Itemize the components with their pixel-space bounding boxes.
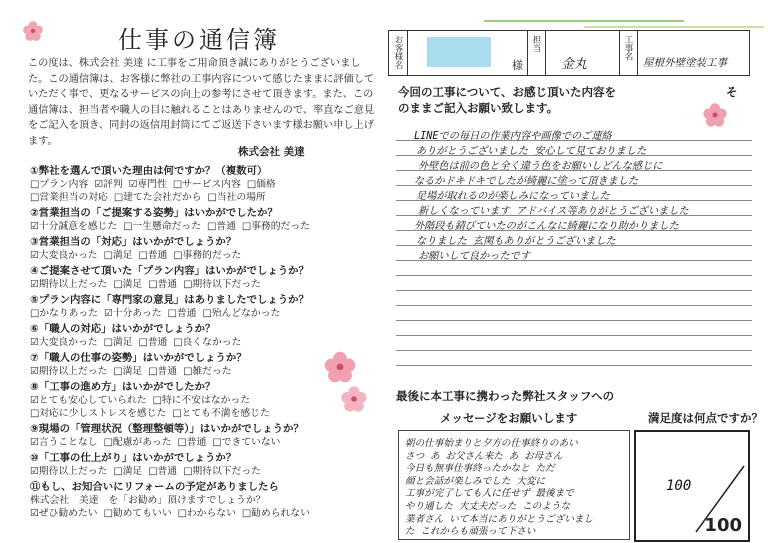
question-options <box>30 434 286 448</box>
option-checkbox[interactable]: □価格 <box>246 179 276 190</box>
satisfaction-title: 満足度は何点ですか？ <box>648 411 763 425</box>
option-checkbox[interactable]: □勧められない <box>241 508 310 519</box>
comment-text: なるかドキドキでしたが綺麗に塗って頂きました <box>414 176 639 187</box>
page-title: 仕事の通信簿 <box>118 26 280 54</box>
option-checkbox[interactable]: □普通 <box>148 466 178 477</box>
option-checkbox[interactable]: □普通 <box>207 221 236 232</box>
redacted-name <box>427 37 491 67</box>
header-table <box>388 30 750 76</box>
staff-question-line2: メッセージをお願いします <box>440 411 578 425</box>
option-checkbox[interactable]: □普通 <box>177 437 207 448</box>
customer-name-cell <box>407 31 528 75</box>
cherry-blossom-icon <box>323 350 357 384</box>
question-label: ③営業担当の「対応」はいかがでしょうか？ <box>30 236 237 248</box>
option-checkbox[interactable]: ☑期待以上だった <box>30 279 108 290</box>
option-checkbox[interactable]: □満足 <box>103 337 133 348</box>
option-checkbox[interactable]: □勧めてもいい <box>103 508 172 519</box>
staff-message-text: 今日も無事仕事終ったかなと ただ <box>405 463 555 475</box>
cherry-blossom-icon <box>702 102 728 128</box>
staff-name: 金丸 <box>561 57 588 72</box>
question-label: ①弊社を選んで頂いた理由は何ですか？（複数可） <box>30 165 268 177</box>
option-checkbox[interactable]: □配慮があった <box>103 437 172 448</box>
option-checkbox[interactable]: □雑だった <box>183 366 232 377</box>
option-checkbox[interactable]: □満足 <box>113 466 143 477</box>
cherry-blossom-icon <box>340 385 368 413</box>
option-checkbox[interactable]: □特に不安はなかった <box>152 395 250 406</box>
question-options <box>30 176 282 190</box>
ruled-line <box>396 290 752 291</box>
comment-text: LINEでの毎日の作業内容や画像でのご連絡 <box>414 131 612 142</box>
option-checkbox[interactable]: ☑期待以上だった <box>30 466 108 477</box>
staff-message-text: た これからも頑張って下さい <box>405 526 536 538</box>
ruled-line <box>396 305 752 306</box>
option-checkbox[interactable]: □期待以下だった <box>183 279 261 290</box>
staff-question-line1: 最後に本工事に携わった弊社スタッフへの <box>396 389 615 403</box>
score-handwritten: 100 <box>666 478 692 494</box>
staff-name-cell <box>545 31 620 75</box>
option-checkbox[interactable]: □サービス内容 <box>172 179 241 190</box>
option-checkbox[interactable]: □わからない <box>177 508 236 519</box>
customer-label: お客様名 <box>393 35 403 69</box>
option-checkbox[interactable]: □満足 <box>103 250 133 261</box>
option-checkbox[interactable]: ☑大変良かった <box>30 250 98 261</box>
question-options <box>30 305 286 319</box>
option-checkbox[interactable]: □普通 <box>148 279 178 290</box>
question-label: ⑤プラン内容に「専門家の意見」はありましたでしょうか？ <box>30 294 309 306</box>
option-checkbox[interactable]: ☑十分誠意を感じた <box>30 221 118 232</box>
option-checkbox[interactable]: □普通 <box>138 250 168 261</box>
option-checkbox[interactable]: ☑ぜひ勧めたい <box>30 508 98 519</box>
comment-question-line2: のままご記入お願い致します。 <box>398 101 559 115</box>
question-label: ⑦「職人の仕事の姿勢」はいかがでしょうか？ <box>30 352 247 364</box>
option-checkbox[interactable]: □当社の場所 <box>207 192 266 203</box>
option-checkbox[interactable]: □良くなかった <box>173 337 242 348</box>
option-checkbox[interactable]: □営業担当の対応 <box>30 192 108 203</box>
sama-label: 様 <box>512 59 523 72</box>
option-checkbox[interactable]: 株式会社 美達 を「お勧め」頂けますでしょうか？ <box>30 495 266 506</box>
staff-message-text: やり通した 大丈夫だった このような <box>405 501 571 512</box>
question-options <box>30 276 267 290</box>
question-options <box>30 505 316 519</box>
staff-message-text: 顔と会話が楽しみでした 大変に <box>405 475 546 487</box>
option-checkbox[interactable]: □一生懸命だった <box>123 221 202 232</box>
question-options <box>30 463 267 477</box>
question-label: ⑧「工事の進め方」はいかがでしたか？ <box>30 381 216 393</box>
question-label: ⑨現場の「管理状況（整理整頓等）」はいかがでしょうか？ <box>30 423 304 435</box>
question-label: ⑪もし、お知合いにリフォームの予定がありましたら <box>30 481 279 493</box>
ruled-line <box>396 350 752 351</box>
intro-text: この度は、株式会社 美達 に工事をご用命頂き誠にありがとうございました。この通信簿は、お客様に弊社の工事内容について感じたままに評価していただく事で、更なるサービスの向上の参考にさせて頂きます。また、この通信簿は、担当者や職人の目に触れることはありませんので、率直なご意見をご記入を頂き、同封の返信用封筒にてご返送下さいます様お願い申し上げます。 <box>28 58 375 147</box>
comment-text: なりました 玄関もありがとうございました <box>416 236 616 247</box>
staff-label-cell <box>527 31 546 75</box>
staff-message-text: 朝の仕事始まりと夕方の仕事終りのあい <box>405 438 578 449</box>
option-checkbox[interactable]: □満足 <box>113 279 143 290</box>
work-label: 工事名 <box>623 35 633 61</box>
question-options <box>30 189 272 203</box>
option-checkbox[interactable]: □できていない <box>212 437 281 448</box>
option-checkbox[interactable]: □満足 <box>113 366 143 377</box>
staff-label: 担当 <box>531 35 541 52</box>
question-options <box>30 218 316 232</box>
option-checkbox[interactable]: ☑大変良かった <box>30 337 98 348</box>
comment-text: 足場が取れるのが楽しみになっていました <box>416 191 610 202</box>
question-options <box>30 363 238 377</box>
question-label: ⑩「工事の仕上がり」はいかがでしょうか？ <box>30 452 237 464</box>
question-label: ④ご提案させて頂いた「プラン内容」はいかがでしょうか？ <box>30 265 309 277</box>
option-checkbox[interactable]: ☑期待以上だった <box>30 366 108 377</box>
option-checkbox[interactable]: □建てた会社だから <box>113 192 202 203</box>
comment-lines <box>396 126 752 376</box>
option-checkbox[interactable]: □事務的だった <box>173 250 242 261</box>
option-checkbox[interactable]: □とても不満を感じた <box>172 408 270 419</box>
option-checkbox[interactable]: □殆んどなかった <box>202 308 281 319</box>
comment-question-so: そ <box>726 85 738 99</box>
customer-label-cell <box>389 31 408 75</box>
question-options <box>30 334 247 348</box>
ruled-line <box>396 275 752 276</box>
question-options <box>30 392 256 406</box>
question-options <box>30 405 276 419</box>
cherry-blossom-icon <box>22 20 44 42</box>
score-box <box>634 430 750 542</box>
staff-message-text: 業者さん いて本当にありがとうございまし <box>405 513 594 525</box>
score-printed: 100 <box>704 515 742 536</box>
option-checkbox[interactable]: ☑評判 <box>94 179 123 190</box>
option-checkbox[interactable]: □かなりあった <box>30 308 98 319</box>
comment-text: お願いして良かったです <box>418 251 531 262</box>
ruled-line <box>396 320 752 321</box>
work-name: 屋根外壁塗装工事 <box>643 57 727 69</box>
option-checkbox[interactable]: □対応に少しストレスを感じた <box>30 408 167 419</box>
question-label: ②営業担当の「ご提案する姿勢」はいかがでしたか？ <box>30 207 278 219</box>
option-checkbox[interactable]: □プラン内容 <box>30 179 89 190</box>
option-checkbox[interactable]: ☑十分あった <box>103 308 162 319</box>
ruled-line <box>396 365 752 366</box>
option-checkbox[interactable]: □普通 <box>148 366 178 377</box>
option-checkbox[interactable]: ☑とても安心していられた <box>30 395 147 406</box>
company-name: 株式会社 美達 <box>238 146 305 158</box>
question-label: ⑥「職人の対応」はいかがでしょうか？ <box>30 323 216 335</box>
work-label-cell <box>619 31 638 75</box>
question-options <box>30 247 247 261</box>
staff-message-box <box>398 430 630 540</box>
option-checkbox[interactable]: □事務的だった <box>241 221 310 232</box>
staff-message-text: 工事が完了しても人に任せず 最後まで <box>405 488 574 500</box>
option-checkbox[interactable]: □期待以下だった <box>183 466 261 477</box>
comment-text: 新しくなっています アドバイス等ありがとうございました <box>418 206 689 217</box>
question-options <box>30 492 271 506</box>
ruled-line <box>396 335 752 336</box>
option-checkbox[interactable]: □普通 <box>167 308 197 319</box>
comment-text: 外階段も錆びていたのがこんなに綺麗になり助かりました <box>414 221 679 232</box>
decorative-line <box>484 20 684 22</box>
comment-text: 外壁色は前の色と全く違う色をお願いしどんな感じに <box>418 161 663 172</box>
right-page <box>384 0 768 543</box>
decorative-line <box>584 26 764 28</box>
option-checkbox[interactable]: ☑専門性 <box>128 179 167 190</box>
comment-question-line1: 今回の工事について、お感じ頂いた内容を <box>398 85 617 99</box>
comment-text: ありがとうございました 安心して見ておりました <box>416 146 647 157</box>
option-checkbox[interactable]: ☑言うことなし <box>30 437 98 448</box>
option-checkbox[interactable]: □普通 <box>138 337 168 348</box>
staff-message-text: さつ あ お父さん来た あ お母さん <box>405 450 563 462</box>
